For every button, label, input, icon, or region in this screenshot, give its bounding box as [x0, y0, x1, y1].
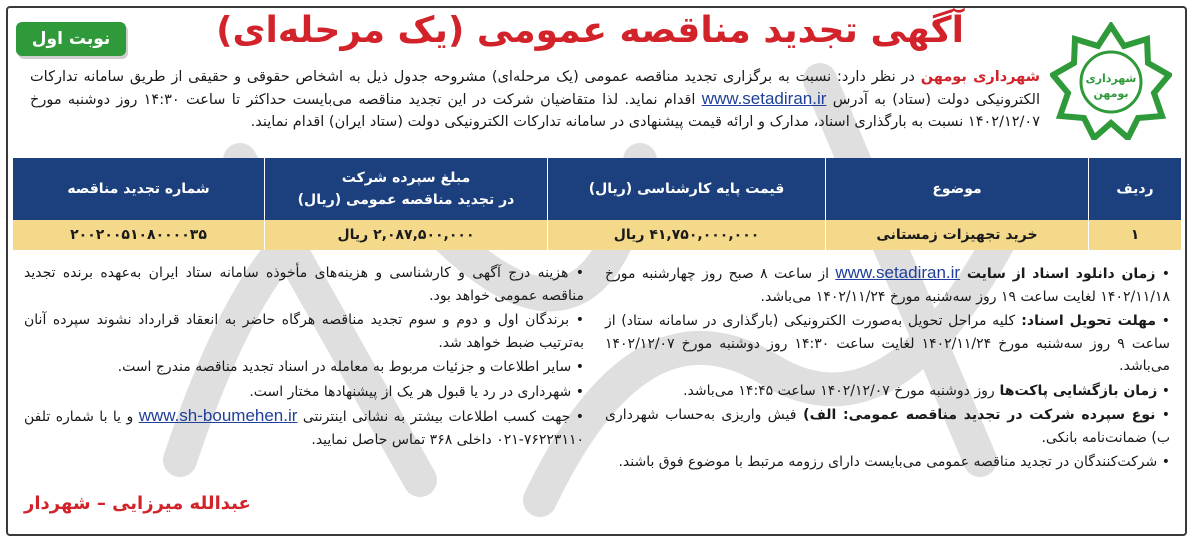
- item-heading: زمان دانلود اسناد از سایت: [960, 266, 1156, 282]
- list-item: • هزینه درج آگهی و کارشناسی و هزینه‌های مأخوذه سامانه ستاد ایران به‌عهده برنده تجدید مناقصه عمومی خواهد بود.: [24, 265, 584, 304]
- col-header-base-price: قیمت پایه کارشناسی (ریال): [548, 158, 826, 220]
- item-text: شرکت‌کنندگان در تجدید مناقصه عمومی می‌بایست دارای رزومه مرتبط با موضوع فوق باشند.: [618, 454, 1158, 470]
- list-item: • جهت کسب اطلاعات بیشتر به نشانی اینترنتی www.sh-boumehen.ir و یا با شماره تلفن ۷۶۲۲۳۱۱۰-۰۲۱ داخلی ۳۶۸ تماس حاصل نمایید.: [24, 406, 584, 448]
- item-text: سایر اطلاعات و جزئیات مربوط به معامله در اسناد تجدید مناقصه مندرج است.: [117, 359, 572, 375]
- item-text-tail: و یا با شماره تلفن ۷۶۲۲۳۱۱۰-۰۲۱ داخلی ۳۶۸ تماس حاصل نمایید.: [24, 409, 584, 448]
- item-text: از ساعت ۸ صبح روز چهارشنبه مورخ ۱۴۰۲/۱۱/۱۸ لغایت ساعت ۱۹ روز سه‌شنبه مورخ ۱۴۰۲/۱۱/۲۴ می‌باشد.: [605, 266, 1170, 305]
- col-header-deposit-line2: در تجدید مناقصه عمومی (ریال): [297, 192, 515, 208]
- list-item: • مهلت تحویل اسناد: کلیه مراحل تحویل به‌صورت الکترونیکی (بارگذاری در سامانه ستاد) از ساعت ۹ روز سه‌شنبه مورخ ۱۴۰۲/۱۱/۲۴ لغایت ساعت ۱۴:۳۰ روز دوشنبه مورخ ۱۴۰۲/۱۲/۰۷ می‌باشد.: [605, 313, 1171, 374]
- page-title: آگهی تجدید مناقصه عمومی (یک مرحله‌ای): [216, 10, 964, 51]
- municipality-name: شهرداری بومهن: [920, 69, 1040, 85]
- item-heading: نوع سپرده شرکت در تجدید مناقصه عمومی: الف): [796, 407, 1156, 423]
- table-row: [13, 220, 1182, 250]
- item-text: برندگان اول و دوم و سوم تجدید مناقصه هرگاه حاضر به انعقاد قرارداد نشوند سپرده آنان به‌ترتیب ضبط خواهد شد.: [24, 312, 584, 351]
- svg-text:شهرداری: شهرداری: [1085, 72, 1137, 85]
- svg-text:بومهن: بومهن: [1093, 87, 1129, 100]
- item-text: جهت کسب اطلاعات بیشتر به نشانی اینترنتی: [297, 409, 571, 425]
- conditions-right-column: [605, 262, 1170, 476]
- item-text: شهرداری در رد یا قبول هر یک از پیشنهادها مختار است.: [249, 383, 572, 400]
- list-item: • برندگان اول و دوم و سوم تجدید مناقصه هرگاه حاضر به انعقاد قرارداد نشوند سپرده آنان به‌ترتیب ضبط خواهد شد.: [24, 312, 584, 351]
- item-heading: زمان بازگشایی پاکت‌ها: [994, 382, 1158, 399]
- col-header-row: ردیف: [1089, 158, 1182, 220]
- list-item: • سایر اطلاعات و جزئیات مربوط به معامله در اسناد تجدید مناقصه مندرج است.: [117, 359, 584, 375]
- list-item: • زمان دانلود اسناد از سایت www.setadiran.ir از ساعت ۸ صبح روز چهارشنبه مورخ ۱۴۰۲/۱۱/۱۸ لغایت ساعت ۱۹ روز سه‌شنبه مورخ ۱۴۰۲/۱۱/۲۴ می‌باشد.: [605, 263, 1170, 305]
- col-header-deposit-line1: مبلغ سپرده شرکت: [341, 170, 471, 186]
- cell-base-price: ۴۱,۷۵۰,۰۰۰,۰۰۰ ریال: [548, 220, 826, 250]
- cell-deposit: ۲,۰۸۷,۵۰۰,۰۰۰ ریال: [265, 220, 548, 250]
- setadiran-link[interactable]: www.setadiran.ir: [701, 89, 827, 108]
- tender-table: [12, 158, 1181, 250]
- item-text: هزینه درج آگهی و کارشناسی و هزینه‌های مأخوذه سامانه ستاد ایران به‌عهده برنده تجدید مناقصه عمومی خواهد بود.: [24, 265, 584, 304]
- list-item: • شهرداری در رد یا قبول هر یک از پیشنهادها مختار است.: [249, 383, 584, 400]
- intro-paragraph: [30, 66, 1040, 133]
- col-header-deposit: [265, 158, 548, 220]
- col-header-tender-no: شماره تجدید مناقصه: [13, 158, 265, 220]
- municipality-logo-icon: [1050, 22, 1172, 140]
- table-header-row: [13, 158, 1182, 220]
- boumehen-website-link[interactable]: www.sh-boumehen.ir: [138, 406, 298, 425]
- cell-tender-no: ۲۰۰۲۰۰۵۱۰۸۰۰۰۰۳۵: [13, 220, 265, 250]
- list-item: • زمان بازگشایی پاکت‌ها روز دوشنبه مورخ ۱۴۰۲/۱۲/۰۷ ساعت ۱۴:۴۵ می‌باشد.: [683, 382, 1170, 399]
- mayor-signature: عبدالله میرزایی – شهردار: [24, 493, 251, 514]
- round-badge: نوبت اول: [16, 22, 126, 56]
- cell-row: ۱: [1089, 220, 1182, 250]
- setadiran-download-link[interactable]: www.setadiran.ir: [835, 263, 961, 282]
- intro-text-1: در نظر دارد: نسبت به برگزاری تجدید مناقصه عمومی (یک مرحله‌ای) مشروحه جدول ذیل به اشخاص حقوقی و حقیقی از طریق سامانه تدارکات الکترونیکی دولت (ستاد) به آدرس: [30, 69, 1040, 108]
- list-item: • شرکت‌کنندگان در تجدید مناقصه عمومی می‌بایست دارای رزومه مرتبط با موضوع فوق باشند.: [618, 454, 1170, 470]
- cell-subject: خرید تجهیزات زمستانی: [826, 220, 1089, 250]
- item-text: روز دوشنبه مورخ ۱۴۰۲/۱۲/۰۷ ساعت ۱۴:۴۵ می‌باشد.: [683, 382, 995, 399]
- list-item: • نوع سپرده شرکت در تجدید مناقصه عمومی: الف) فیش واریزی به‌حساب شهرداری ب) ضمانت‌نامه بانکی.: [605, 407, 1170, 446]
- conditions-left-column: [24, 262, 584, 453]
- col-header-subject: موضوع: [826, 158, 1089, 220]
- item-text: فیش واریزی به‌حساب شهرداری ب) ضمانت‌نامه بانکی.: [605, 407, 1170, 446]
- item-heading: مهلت تحویل اسناد:: [1015, 313, 1157, 329]
- intro-text-2: اقدام نماید. لذا متقاضیان شرکت در این تجدید مناقصه می‌بایست حداکثر تا ساعت ۱۴:۳۰ روز دوشنبه مورخ ۱۴۰۲/۱۲/۰۷ نسبت به بارگذاری اسناد، مدارک و ارائه قیمت پیشنهادی در سامانه تدارکات الکترونیکی دولت (ستاد ایران) اقدام نمایند.: [30, 92, 1040, 130]
- item-text: کلیه مراحل تحویل به‌صورت الکترونیکی (بارگذاری در سامانه ستاد) از ساعت ۹ روز سه‌شنبه مورخ ۱۴۰۲/۱۱/۲۴ لغایت ساعت ۱۴:۳۰ روز دوشنبه مورخ ۱۴۰۲/۱۲/۰۷ می‌باشد.: [605, 313, 1171, 374]
